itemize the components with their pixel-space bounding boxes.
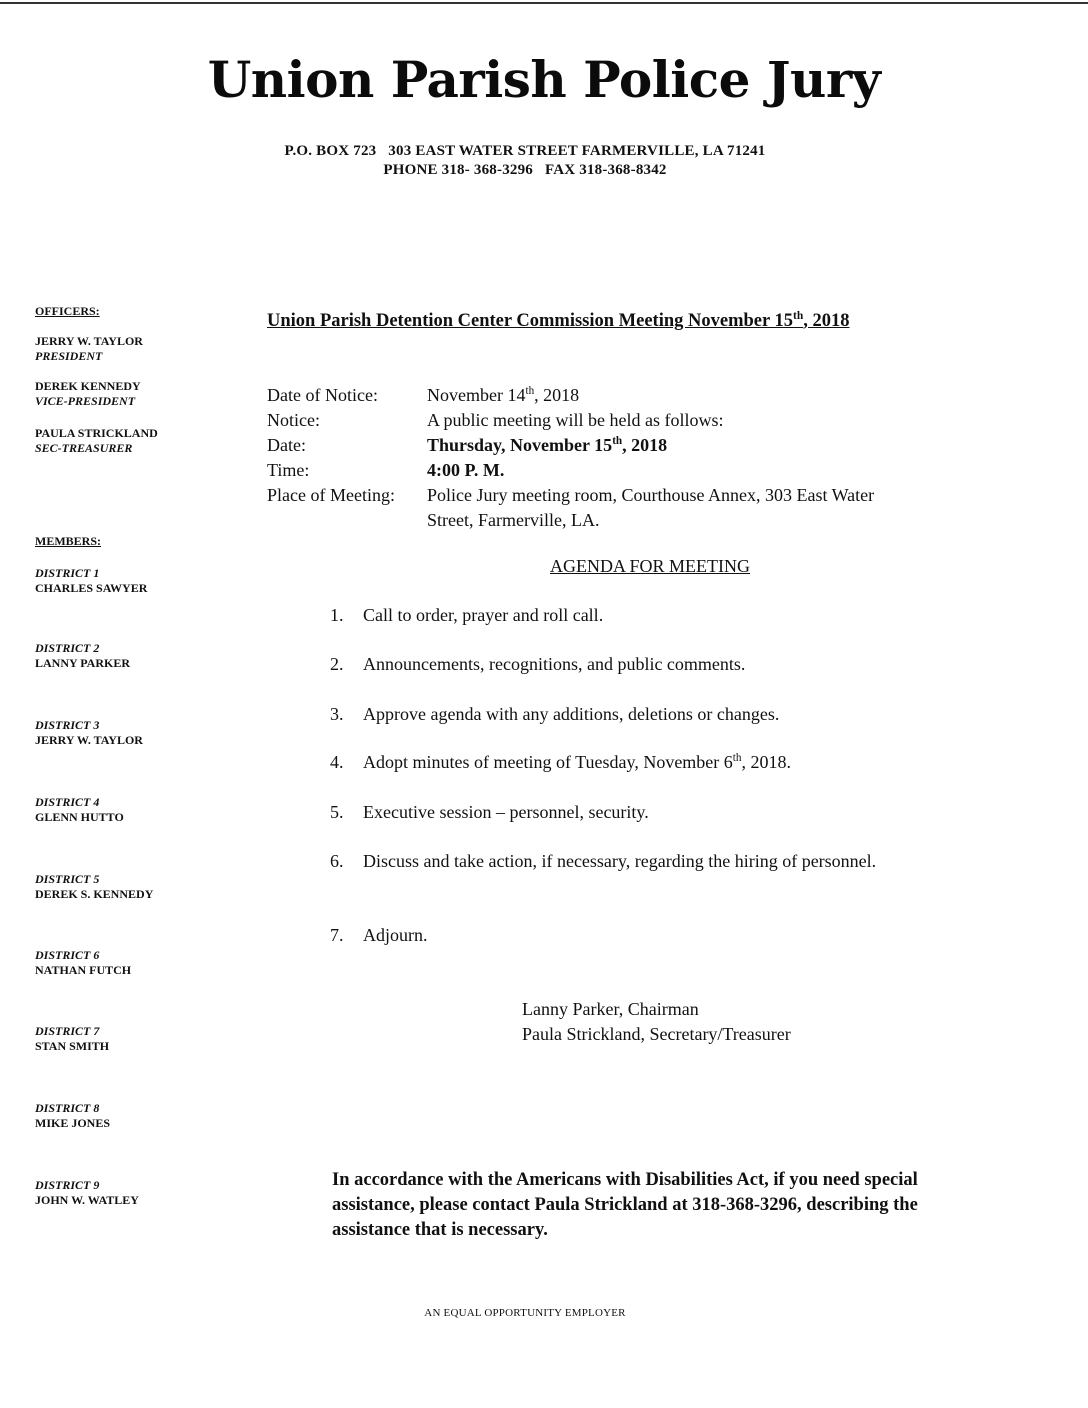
officer-sec-treasurer: PAULA STRICKLAND SEC-TREASURER (35, 426, 158, 455)
member-district-5: DISTRICT 5 DEREK S. KENNEDY (35, 872, 154, 901)
po-box: P.O. BOX 723 (284, 143, 377, 159)
agenda-heading: AGENDA FOR MEETING (550, 556, 750, 576)
notice-block (267, 383, 967, 533)
member-district-2: DISTRICT 2 LANNY PARKER (35, 641, 130, 670)
letterhead-address (0, 143, 1050, 160)
member-district-8: DISTRICT 8 MIKE JONES (35, 1101, 111, 1130)
member-district-6: DISTRICT 6 NATHAN FUTCH (35, 948, 132, 977)
agenda-item: 2. Announcements, recognitions, and public comments. (330, 654, 746, 674)
notice-row-date (267, 433, 967, 458)
date-value: Thursday, November 15th, 2018 (427, 435, 668, 455)
member-district-3: DISTRICT 3 JERRY W. TAYLOR (35, 718, 143, 747)
date-label: Date: (267, 435, 306, 455)
notice-row-notice (267, 408, 967, 433)
date-of-notice-label: Date of Notice: (267, 385, 378, 405)
notice-row-place (267, 483, 967, 533)
officers-heading: OFFICERS: (35, 304, 100, 318)
letterhead-title: Union Parish Police Jury (207, 50, 881, 109)
place-label: Place of Meeting: (267, 485, 395, 505)
notice-row-time (267, 458, 967, 483)
street-address: 303 EAST WATER STREET FARMERVILLE, LA 71241 (388, 143, 766, 159)
signature-block (522, 997, 791, 1047)
footer-eoe: AN EQUAL OPPORTUNITY EMPLOYER (424, 1307, 626, 1319)
agenda-item: 6. Discuss and take action, if necessary, regarding the hiring of personnel. (330, 851, 877, 871)
time-label: Time: (267, 460, 310, 480)
secretary-line: Paula Strickland, Secretary/Treasurer (522, 1024, 791, 1044)
notice-value: A public meeting will be held as follows: (427, 410, 724, 430)
meeting-title: Union Parish Detention Center Commission Meeting November 15th, 2018 (267, 309, 850, 331)
agenda-item: 5. Executive session – personnel, security. (330, 802, 649, 822)
phone-number: PHONE 318- 368-3296 (383, 162, 534, 178)
member-district-9: DISTRICT 9 JOHN W. WATLEY (35, 1178, 139, 1207)
top-border-line (0, 2, 1088, 4)
officer-vice-president: DEREK KENNEDY VICE-PRESIDENT (35, 379, 141, 408)
place-value: Police Jury meeting room, Courthouse Annex, 303 East Water Street, Farmerville, LA. (427, 485, 875, 530)
member-district-7: DISTRICT 7 STAN SMITH (35, 1024, 110, 1053)
officer-president: JERRY W. TAYLOR PRESIDENT (35, 334, 143, 363)
date-of-notice-value: November 14th, 2018 (427, 385, 580, 405)
time-value: 4:00 P. M. (427, 460, 505, 480)
member-district-1: DISTRICT 1 CHARLES SAWYER (35, 566, 148, 595)
agenda-item: 1. Call to order, prayer and roll call. (330, 605, 604, 625)
notice-label: Notice: (267, 410, 320, 430)
ada-notice: In accordance with the Americans with Disabilities Act, if you need special assistance, please contact Paula Strickland at 318-368-3296, describing the assistance that is necessary. (332, 1170, 918, 1240)
members-heading: MEMBERS: (35, 534, 101, 548)
notice-row-date-of-notice (267, 383, 967, 408)
agenda-item: 7. Adjourn. (330, 925, 428, 945)
fax-number: FAX 318-368-8342 (544, 162, 667, 178)
agenda-item: 4. Adopt minutes of meeting of Tuesday, November 6th, 2018. (330, 752, 791, 772)
letterhead-contact (0, 162, 1050, 179)
agenda-item: 3. Approve agenda with any additions, deletions or changes. (330, 704, 780, 724)
chairman-line: Lanny Parker, Chairman (522, 999, 699, 1019)
member-district-4: DISTRICT 4 GLENN HUTTO (35, 795, 124, 824)
